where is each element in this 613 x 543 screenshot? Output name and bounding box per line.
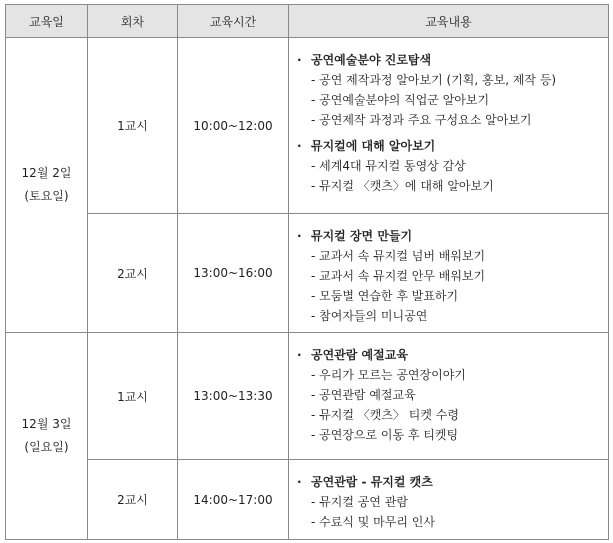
header-content: 교육내용 (289, 5, 609, 38)
header-date: 교육일 (6, 5, 88, 38)
table-row (6, 38, 609, 214)
header-session: 회차 (88, 5, 178, 38)
schedule-table (5, 4, 609, 540)
content-cell (289, 460, 609, 540)
date-cell (6, 38, 88, 333)
section-title: · 뮤지컬에 대해 알아보기 (297, 139, 436, 153)
session-cell: 1교시 (88, 333, 178, 460)
content-cell (289, 38, 609, 214)
section-title: · 공연예술분야 진로탐색 (297, 53, 432, 67)
list-item: - 뮤지컬 〈캣츠〉 티켓 수령 (311, 408, 459, 422)
list-item: - 공연 제작과정 알아보기 (기획, 홍보, 제작 등) (311, 73, 557, 87)
list-item: - 공연장으로 이동 후 티켓팅 (311, 428, 459, 442)
list-item: - 교과서 속 뮤지컬 안무 배워보기 (311, 269, 486, 283)
list-item: - 뮤지컬 〈캣츠〉에 대해 알아보기 (311, 179, 494, 193)
section-title: · 공연관람 - 뮤지컬 캣츠 (297, 475, 433, 489)
list-item: - 세계4대 뮤지컬 동영상 감상 (311, 159, 466, 173)
weekday-text: (토요일) (24, 189, 69, 203)
time-cell: 10:00~12:00 (178, 38, 289, 214)
list-item: - 공연관람 예절교육 (311, 388, 416, 402)
time-cell: 13:00~16:00 (178, 214, 289, 333)
content-cell (289, 214, 609, 333)
list-item: - 수료식 및 마무리 인사 (311, 515, 435, 529)
time-cell: 13:00~13:30 (178, 333, 289, 460)
table-row (6, 460, 609, 540)
date-text: 12월 3일 (21, 417, 72, 431)
weekday-text: (일요일) (24, 440, 69, 454)
list-item: - 공연제작 과정과 주요 구성요소 알아보기 (311, 113, 532, 127)
list-item: - 모둠별 연습한 후 발표하기 (311, 289, 459, 303)
date-text: 12월 2일 (21, 166, 72, 180)
header-row (6, 5, 609, 38)
session-cell: 2교시 (88, 214, 178, 333)
header-time: 교육시간 (178, 5, 289, 38)
session-cell: 2교시 (88, 460, 178, 540)
section-title: · 공연관람 예절교육 (297, 348, 408, 362)
date-cell (6, 333, 88, 540)
table-row (6, 214, 609, 333)
list-item: - 교과서 속 뮤지컬 넘버 배워보기 (311, 249, 486, 263)
list-item: - 공연예술분야의 직업군 알아보기 (311, 93, 490, 107)
session-cell: 1교시 (88, 38, 178, 214)
table-row (6, 333, 609, 460)
list-item: - 우리가 모르는 공연장이야기 (311, 368, 466, 382)
content-cell (289, 333, 609, 460)
time-cell: 14:00~17:00 (178, 460, 289, 540)
section-title: · 뮤지컬 장면 만들기 (297, 229, 413, 243)
list-item: - 뮤지컬 공연 관람 (311, 495, 408, 509)
list-item: - 참여자들의 미니공연 (311, 309, 428, 323)
